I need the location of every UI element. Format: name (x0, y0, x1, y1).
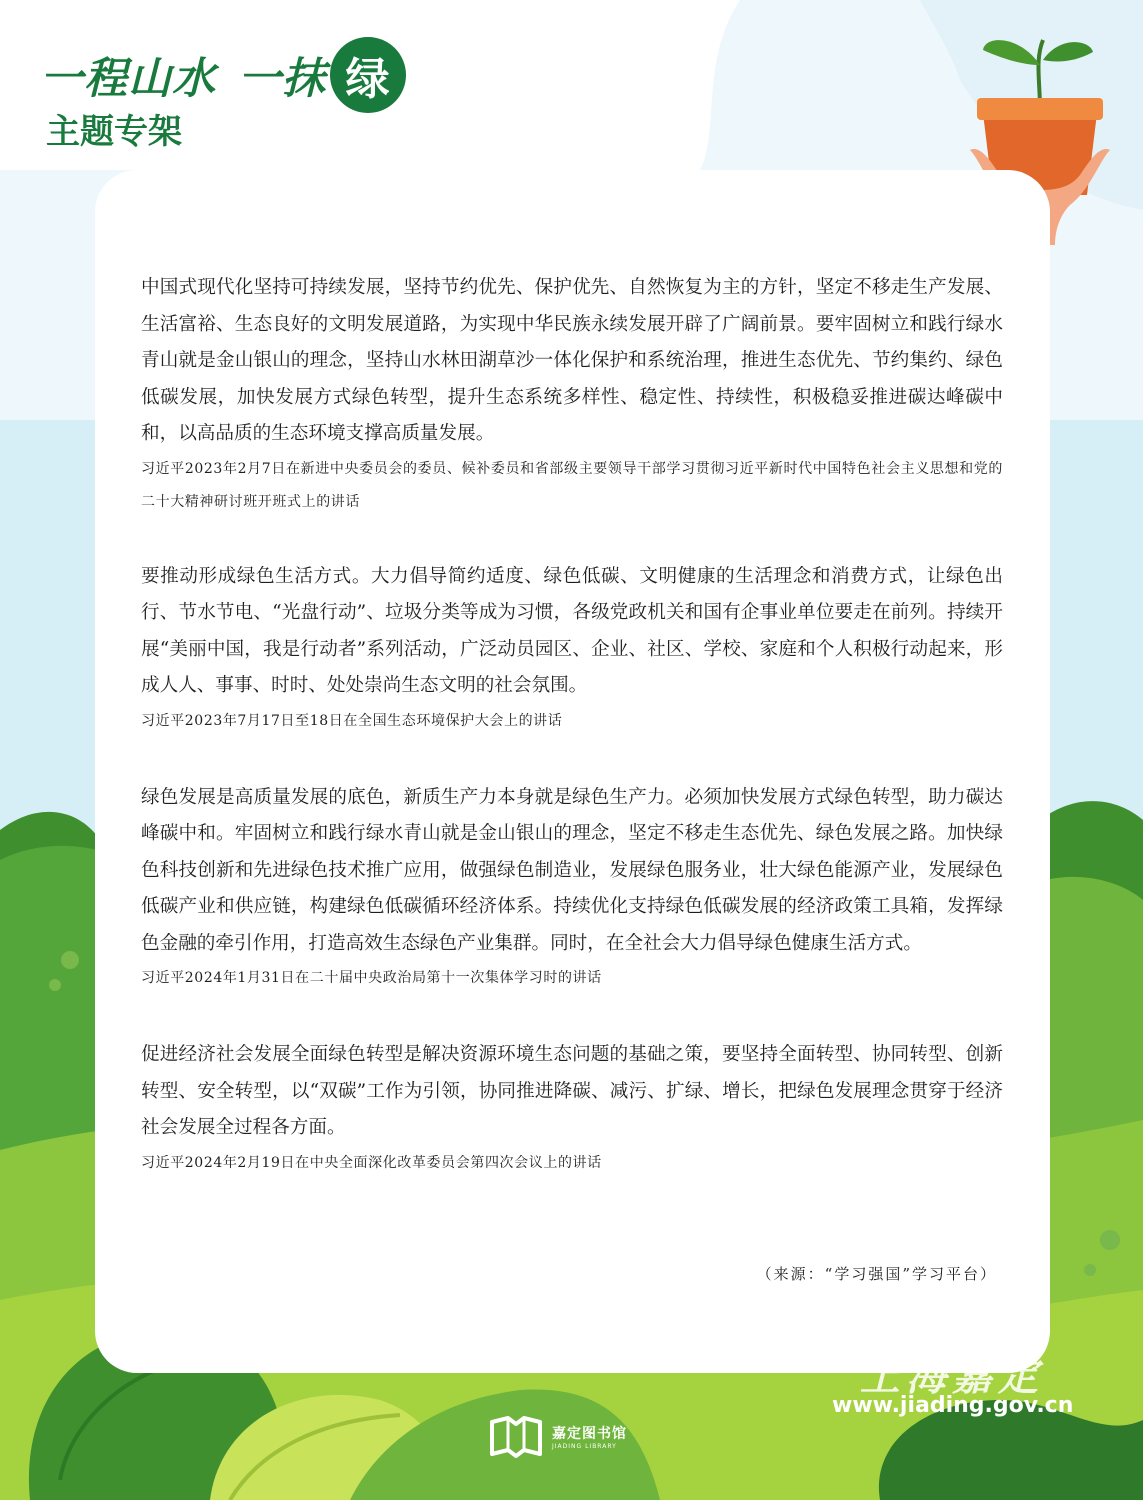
library-name: 嘉定图书馆 (552, 1425, 627, 1442)
site-logo (860, 1345, 1060, 1400)
title-part-1: 一程山水 (40, 53, 216, 104)
library-book-icon (488, 1414, 544, 1458)
title-part-2: 一抹 (238, 53, 326, 104)
quote-citation: 习近平2024年1月31日在二十届中央政治局第十一次集体学习时的讲话 (141, 970, 602, 986)
quotes-list (141, 270, 1003, 1222)
quote-citation: 习近平2023年2月7日在新进中央委员会的委员、候补委员和省部级主要领导干部学习贯彻习近平新时代中国特色社会主义思想和党的二十大精神研讨班开班式上的讲话 (141, 460, 1003, 510)
quote-text: 要推动形成绿色生活方式。大力倡导简约适度、绿色低碳、文明健康的生活理念和消费方式，让绿色出行、节水节电、“光盘行动”、垃圾分类等成为习惯，各级党政机关和国有企事业单位要走在前列。持续开展“美丽中国，我是行动者”系列活动，广泛动员园区、企业、社区、学校、家庭和个人积极行动起来，形成人人、事事、时时、处处崇尚生态文明的社会氛围。 (141, 565, 1003, 696)
quote-text: 绿色发展是高质量发展的底色，新质生产力本身就是绿色生产力。必须加快发展方式绿色转型，助力碳达峰碳中和。牢固树立和践行绿水青山就是金山银山的理念，坚定不移走生态优先、绿色发展之路。加快绿色科技创新和先进绿色技术推广应用，做强绿色制造业，发展绿色服务业，壮大绿色能源产业，发展绿色低碳产业和供应链，构建绿色低碳循环经济体系。持续优化支持绿色低碳发展的经济政策工具箱，发挥绿色金融的牵引作用，打造高效生态绿色产业集群。同时，在全社会大力倡导绿色健康生活方式。 (141, 786, 1003, 954)
page-title (40, 40, 406, 110)
quote-block-1 (141, 270, 1003, 519)
title-badge: 绿 (330, 37, 406, 113)
quote-citation: 习近平2023年7月17日至18日在全国生态环境保护大会上的讲话 (141, 712, 563, 729)
quote-block-2 (141, 559, 1003, 738)
site-url[interactable]: www.jiading.gov.cn (832, 1393, 1074, 1418)
quote-citation: 习近平2024年2月19日在中央全面深化改革委员会第四次会议上的讲话 (141, 1154, 602, 1171)
quote-block-3 (141, 780, 1003, 996)
library-name-en: JIADING LIBRARY (552, 1442, 617, 1450)
site-logo-text: 上海嘉定 (860, 1353, 1044, 1400)
library-logo (488, 1414, 627, 1458)
page-subtitle: 主题专架 (46, 112, 182, 152)
quote-text: 促进经济社会发展全面绿色转型是解决资源环境生态问题的基础之策，要坚持全面转型、协同转型、创新转型、安全转型，以“双碳”工作为引领，协同推进降碳、减污、扩绿、增长，把绿色发展理念贯穿于经济社会发展全过程各方面。 (141, 1044, 1003, 1138)
quote-text: 中国式现代化坚持可持续发展，坚持节约优先、保护优先、自然恢复为主的方针，坚定不移走生产发展、生活富裕、生态良好的文明发展道路，为实现中华民族永续发展开辟了广阔前景。要牢固树立和践行绿水青山就是金山银山的理念，坚持山水林田湖草沙一体化保护和系统治理，推进生态优先、节约集约、绿色低碳发展，加快发展方式绿色转型，提升生态系统多样性、稳定性、持续性，积极稳妥推进碳达峰碳中和，以高品质的生态环境支撑高质量发展。 (141, 277, 1003, 444)
quote-block-4 (141, 1037, 1003, 1180)
source-note: （来源：“学习强国”学习平台） (756, 1265, 997, 1283)
